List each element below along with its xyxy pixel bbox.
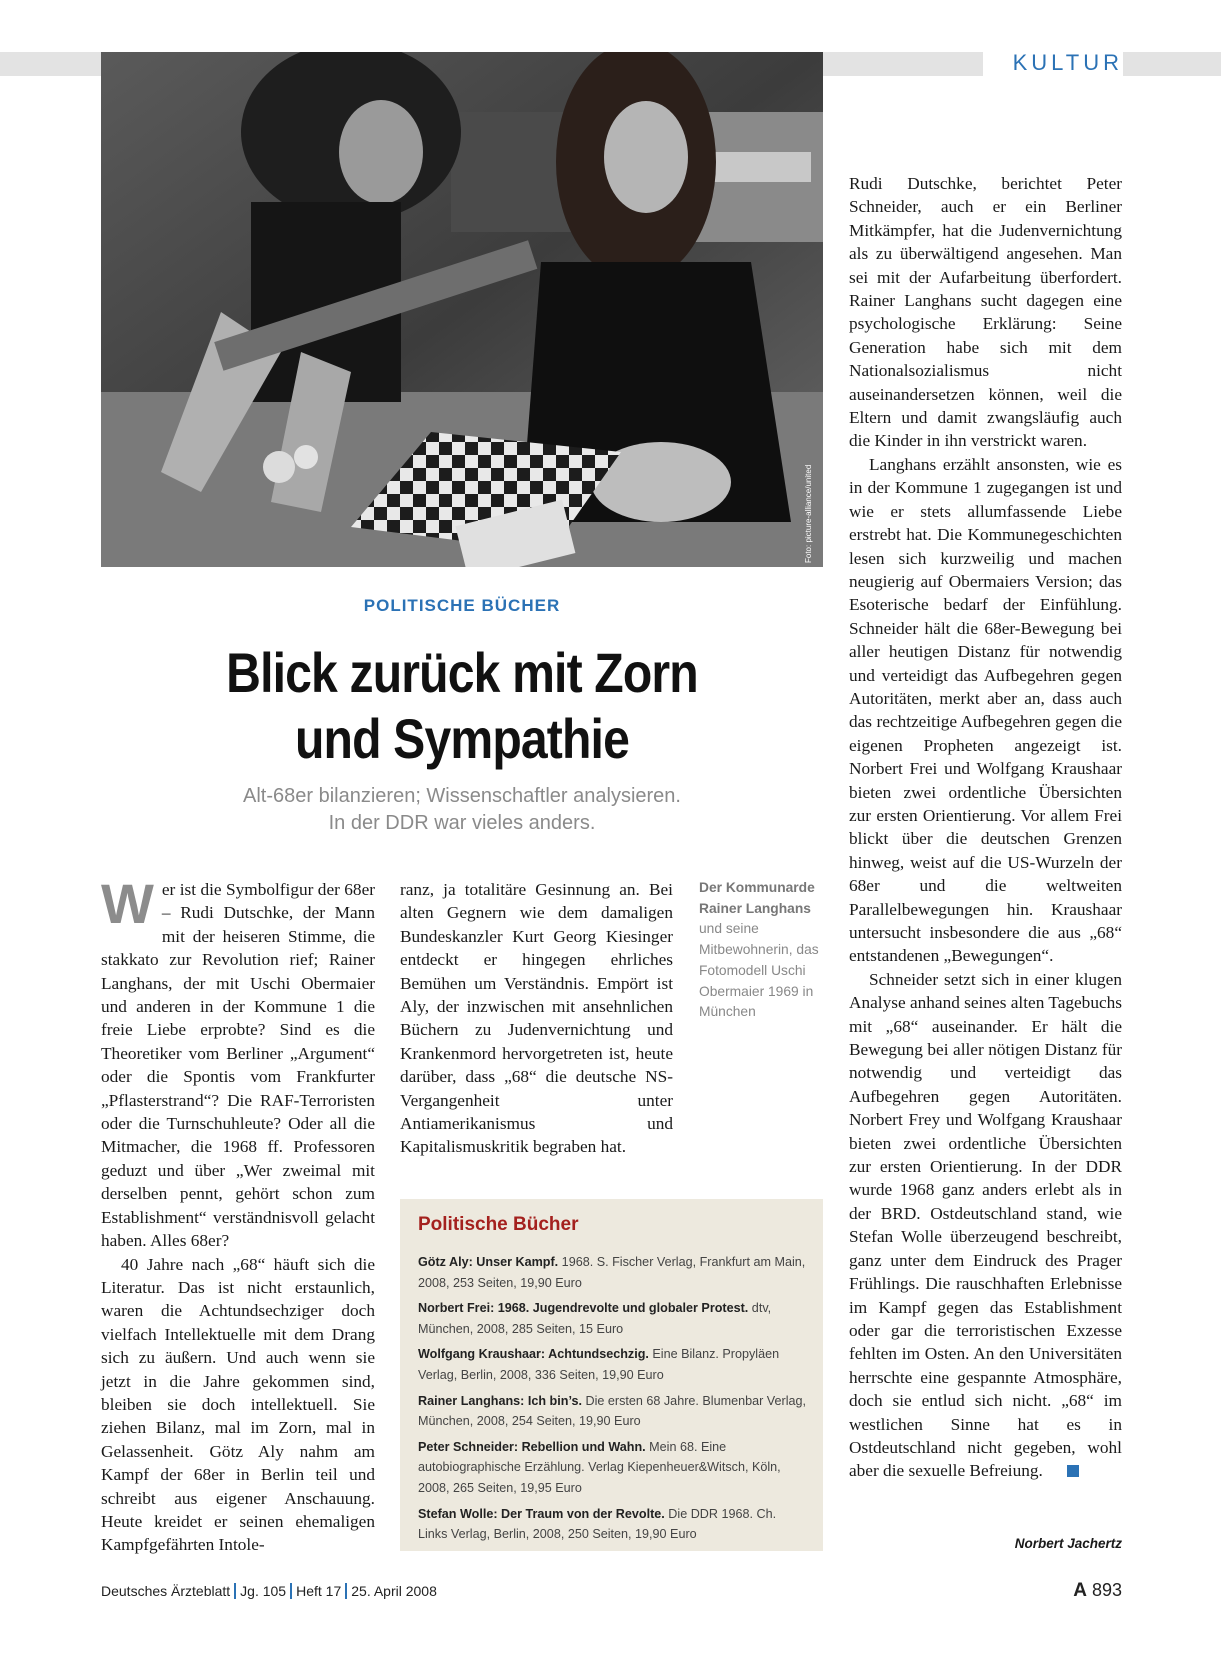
book-entry: Wolfgang Kraushaar: Achtundsechzig. Eine Bilanz. Propyläen Verlag, Berlin, 2008, 336 Seiten, 19,90 Euro xyxy=(418,1347,780,1382)
article-author: Norbert Jachertz xyxy=(1014,1536,1122,1551)
caption-lead: Der Kommunarde Rainer Langhans xyxy=(699,880,815,916)
book-entry: Stefan Wolle: Der Traum von der Revolte. Die DDR 1968. Ch. Links Verlag, Berlin, 2008, 250 Seiten, 19,90 Euro xyxy=(418,1506,777,1542)
book-list-box xyxy=(400,1199,823,1551)
text-column-1 xyxy=(101,872,375,1557)
paragraph: Schneider setzt sich in einer klugen Analyse anhand seines alten Tagebuchs mit „68“ auseinander. Er hält die Bewegung bei aller nötigen Distanz für notwendig und verteidigt das Aufbegehren gegen Autoritäten. Norbert Frey und Wolfgang Kraushaar bieten zwei ordentliche Übersichten zur ersten Orientierung. In der DDR wurde 1968 ganz anders erlebt als in der BRD. Ostdeutschland stand, wie Stefan Wolle überzeugend beschreibt, ganz unter dem Eindruck des Prager Frühlings. Die rauschhaften Erlebnisse im Kampf gegen das Establishment oder gar die terroristischen Exzesse fehlten im Osten. An den Universitäten herrschte eine gespannte Atmosphäre, doch sie entlud sich nicht. „68“ im westlichen Sinne hat es in Ostdeutschland nicht gegeben, wohl aber die sexuelle Befreiung. xyxy=(849,969,1122,1481)
photo-caption xyxy=(699,878,823,1023)
photo-illustration xyxy=(101,52,823,567)
book-entry: Rainer Langhans: Ich bin’s. Die ersten 68 Jahre. Blumenbar Verlag, München, 2008, 254 Seiten, 19,90 Euro xyxy=(418,1393,806,1429)
book-entry: Peter Schneider: Rebellion und Wahn. Mein 68. Eine autobiographische Erzählung. Verlag Kiepenheuer&Witsch, Köln, 2008, 265 Seiten, 19,95 Euro xyxy=(418,1439,781,1495)
subhead-line: In der DDR war vieles anders. xyxy=(328,812,596,834)
page-number: A 893 xyxy=(1073,1580,1122,1601)
article-headline xyxy=(152,640,773,772)
paragraph: 40 Jahre nach „68“ häuft sich die Literatur. Das ist nicht erstaunlich, waren die Achtundsechziger doch vielfach Intellektuelle mit dem Drang sich zu äußern. Und auch wenn sie jetzt in die Jahre gekommen sind, bleiben sie doch intellektuell. Sie ziehen Bilanz, mal im Zorn, mal in Gelassenheit. Götz Aly nahm am Kampf der 68er in Berlin teil und schreibt aus eigener Anschauung. Heute kreidet er seinen ehemaligen Kampfgefährten Intole- xyxy=(101,1254,375,1555)
article-subhead xyxy=(101,783,823,837)
article-photo xyxy=(101,52,823,567)
book-list-title: Politische Bücher xyxy=(418,1214,579,1235)
book-entry: Götz Aly: Unser Kampf. 1968. S. Fischer Verlag, Frankfurt am Main, 2008, 253 Seiten, 19,90 Euro xyxy=(418,1255,806,1290)
drop-cap: W xyxy=(101,872,154,935)
headline-line: und Sympathie xyxy=(294,707,630,770)
text-column-2 xyxy=(400,878,673,1159)
separator xyxy=(234,1583,236,1599)
caption-text: und seine Mitbewohnerin, das Fotomodell Uschi Obermaier 1969 in München xyxy=(699,921,819,1020)
journal-volume: Jg. 105 xyxy=(240,1583,287,1599)
journal-issue: Heft 17 xyxy=(296,1583,342,1599)
paragraph: Wer ist die Symbolfigur der 68er – Rudi Dutschke, der Mann mit der heiseren Stimme, die stakkato zur Revolution rief; Rainer Langhans, der mit Uschi Obermaier und anderen in der Kommune 1 die freie Liebe erprobte? Sind es die Theoretiker vom Berliner „Argument“ oder die Spontis vom Frankfurter „Pflasterstrand“? Die RAF-Terroristen oder die Turnschuhleute? Oder all die Mitmacher, die 1968 ff. Professoren geduzt und über „Wer zweimal mit derselben pennt, gehört schon zum Establishment“ verständnisvoll gelacht haben. Alles 68er? xyxy=(101,872,375,1251)
section-label: KULTUR xyxy=(983,48,1123,78)
article-kicker: POLITISCHE BÜCHER xyxy=(363,596,561,615)
paragraph: ranz, ja totalitäre Gesinnung an. Bei alten Gegnern wie dem damaligen Bundeskanzler Kurt Georg Kiesinger entdeckt er hingegen ehrliches Bemühen um Verständnis. Empört ist Aly, der inzwischen mit ansehnlichen Büchern zu Judenvernichtung und Krankenmord hervorgetreten ist, heute darüber, dass „68“ die deutsche NS-Vergangenheit unter Antiamerikanismus und Kapitalismuskritik begraben hat. xyxy=(400,880,673,1157)
book-list xyxy=(418,1252,808,1550)
issue-date: 25. April 2008 xyxy=(351,1583,437,1599)
separator xyxy=(345,1583,347,1599)
journal-name: Deutsches Ärzteblatt xyxy=(101,1583,231,1599)
text-column-3 xyxy=(849,172,1122,1483)
headline-line: Blick zurück mit Zorn xyxy=(226,641,698,704)
paragraph: Rudi Dutschke, berichtet Peter Schneider, auch er ein Berliner Mitkämpfer, hat die Judenvernichtung als zu überwältigend angesehen. Man sei mit der Aufarbeitung überfordert. Rainer Langhans sucht dagegen eine psychologische Erklärung: Seine Generation habe sich mit dem Nationalsozialismus nicht auseinandersetzen können, weil die Eltern und damit zwangsläufig auch die Kinder in ihn verstrickt waren. xyxy=(849,174,1122,451)
book-entry: Norbert Frei: 1968. Jugendrevolte und globaler Protest. dtv, München, 2008, 285 Seiten, 15 Euro xyxy=(418,1301,772,1336)
subhead-line: Alt-68er bilanzieren; Wissenschaftler analysieren. xyxy=(243,785,681,807)
separator xyxy=(290,1583,292,1599)
page-footer xyxy=(101,1583,437,1599)
paragraph: Langhans erzählt ansonsten, wie es in der Kommune 1 zugegangen ist und wie er stets allumfassende Liebe erstrebt hat. Die Kommunegeschichten lesen sich kurzweilig und machen neugierig auf Obermaiers Version; das Esoterische bedarf der Einfühlung. Schneider hält die 68er-Bewegung bei aller heutigen Distanz für notwendig und verteidigt das Aufbegehren gegen Autoritäten, merkt aber an, dass auch das rechtzeitige Aufbegehren gegen die eigenen Propheten angezeigt ist. Norbert Frei und Wolfgang Kraushaar bieten zwei ordentliche Übersichten zur ersten Orientierung. Vor allem Frei blickt über die deutschen Grenzen hinweg, weist auf die US-Wurzeln der 68er und die weltweiten Parallelbewegungen hin. Kraushaar untersucht insbesondere die aus „68“ entstandenen „Bewegungen“. xyxy=(849,454,1122,966)
end-mark-icon xyxy=(1067,1465,1079,1477)
